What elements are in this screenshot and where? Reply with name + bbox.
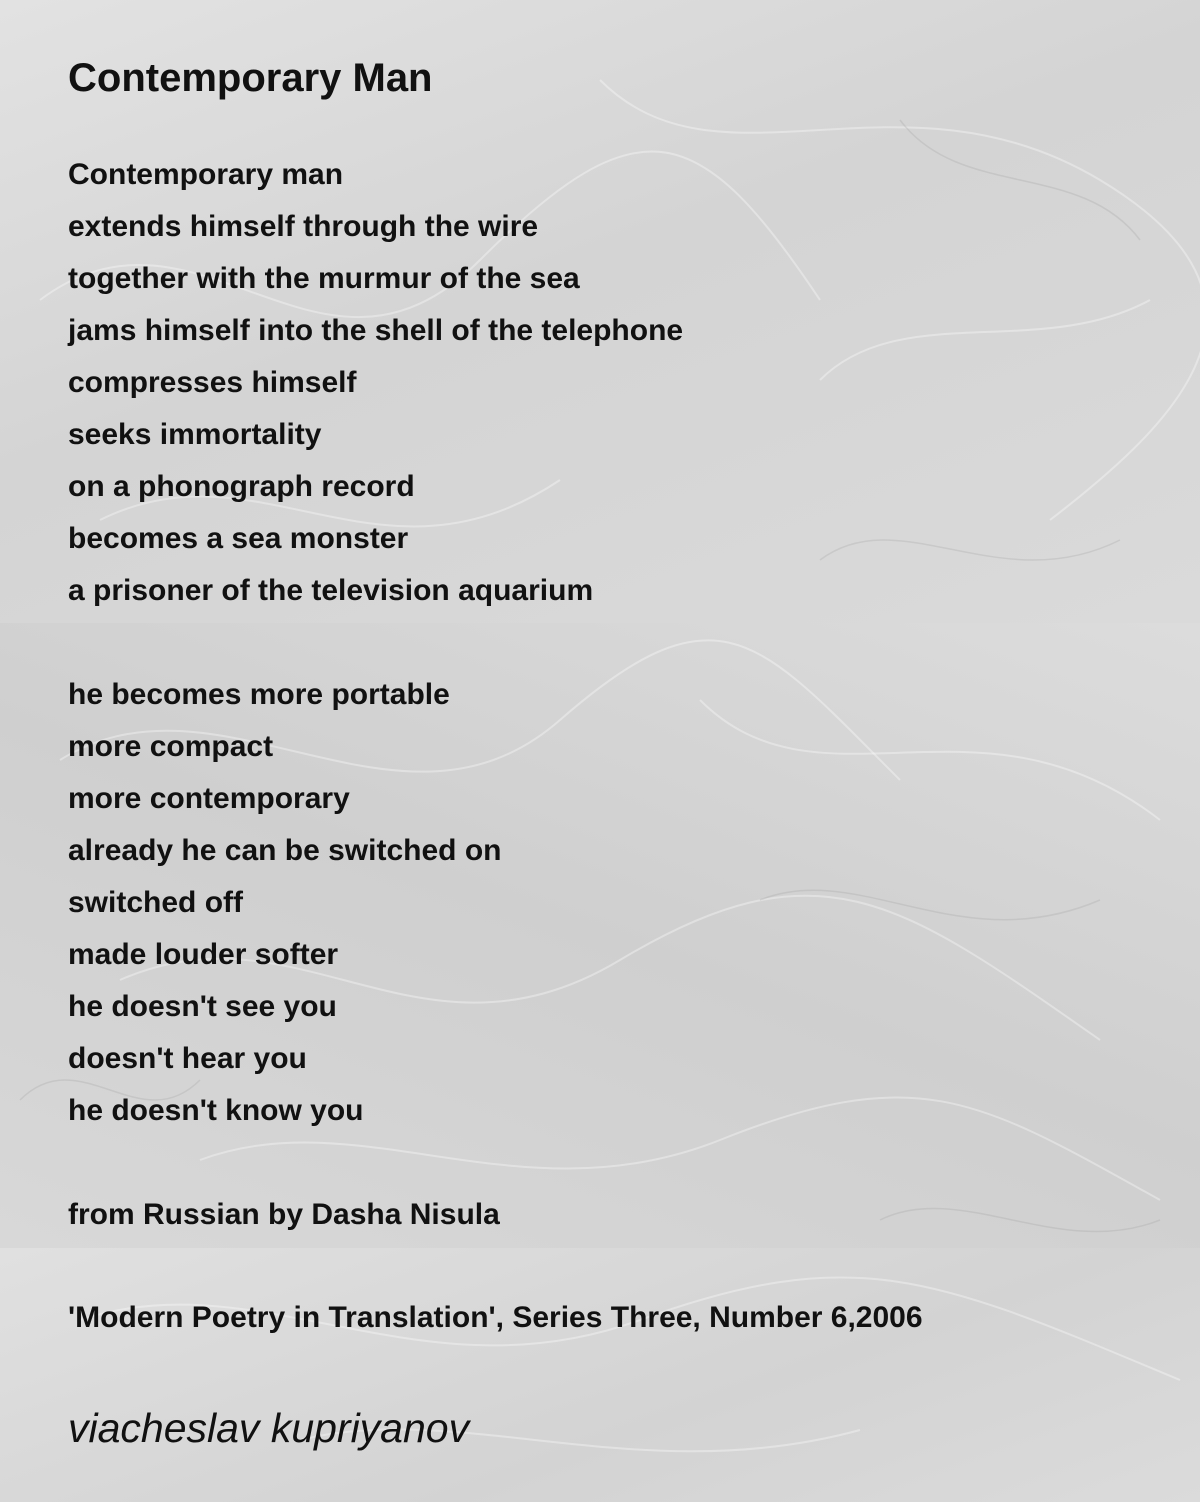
poem-author: viacheslav kupriyanov — [68, 1405, 470, 1451]
poem-line: compresses himself — [68, 366, 357, 399]
translator-note: from Russian by Dasha Nisula — [68, 1198, 500, 1231]
poem-line: becomes a sea monster — [68, 522, 409, 555]
poem-line: together with the murmur of the sea — [68, 262, 580, 295]
poem-line: made louder softer — [68, 938, 339, 971]
poem-line: extends himself through the wire — [68, 210, 539, 243]
publication-source: 'Modern Poetry in Translation', Series Three, Number 6,2006 — [68, 1301, 923, 1334]
poem-line: he doesn't see you — [68, 990, 337, 1023]
poem-line: he doesn't know you — [68, 1094, 364, 1127]
poem-title: Contemporary Man — [68, 56, 433, 100]
poem-line: switched off — [68, 886, 244, 919]
poem-line: Contemporary man — [68, 158, 344, 191]
poem-line: on a phonograph record — [68, 470, 415, 503]
poem-line: a prisoner of the television aquarium — [68, 574, 594, 607]
poem-line: more contemporary — [68, 782, 350, 815]
poem-line: jams himself into the shell of the telephone — [68, 314, 684, 347]
poem-line: he becomes more portable — [68, 678, 450, 711]
poem-line: more compact — [68, 730, 274, 763]
poem-line: seeks immortality — [68, 418, 322, 451]
poem-line: already he can be switched on — [68, 834, 502, 867]
poem-line: doesn't hear you — [68, 1042, 307, 1075]
